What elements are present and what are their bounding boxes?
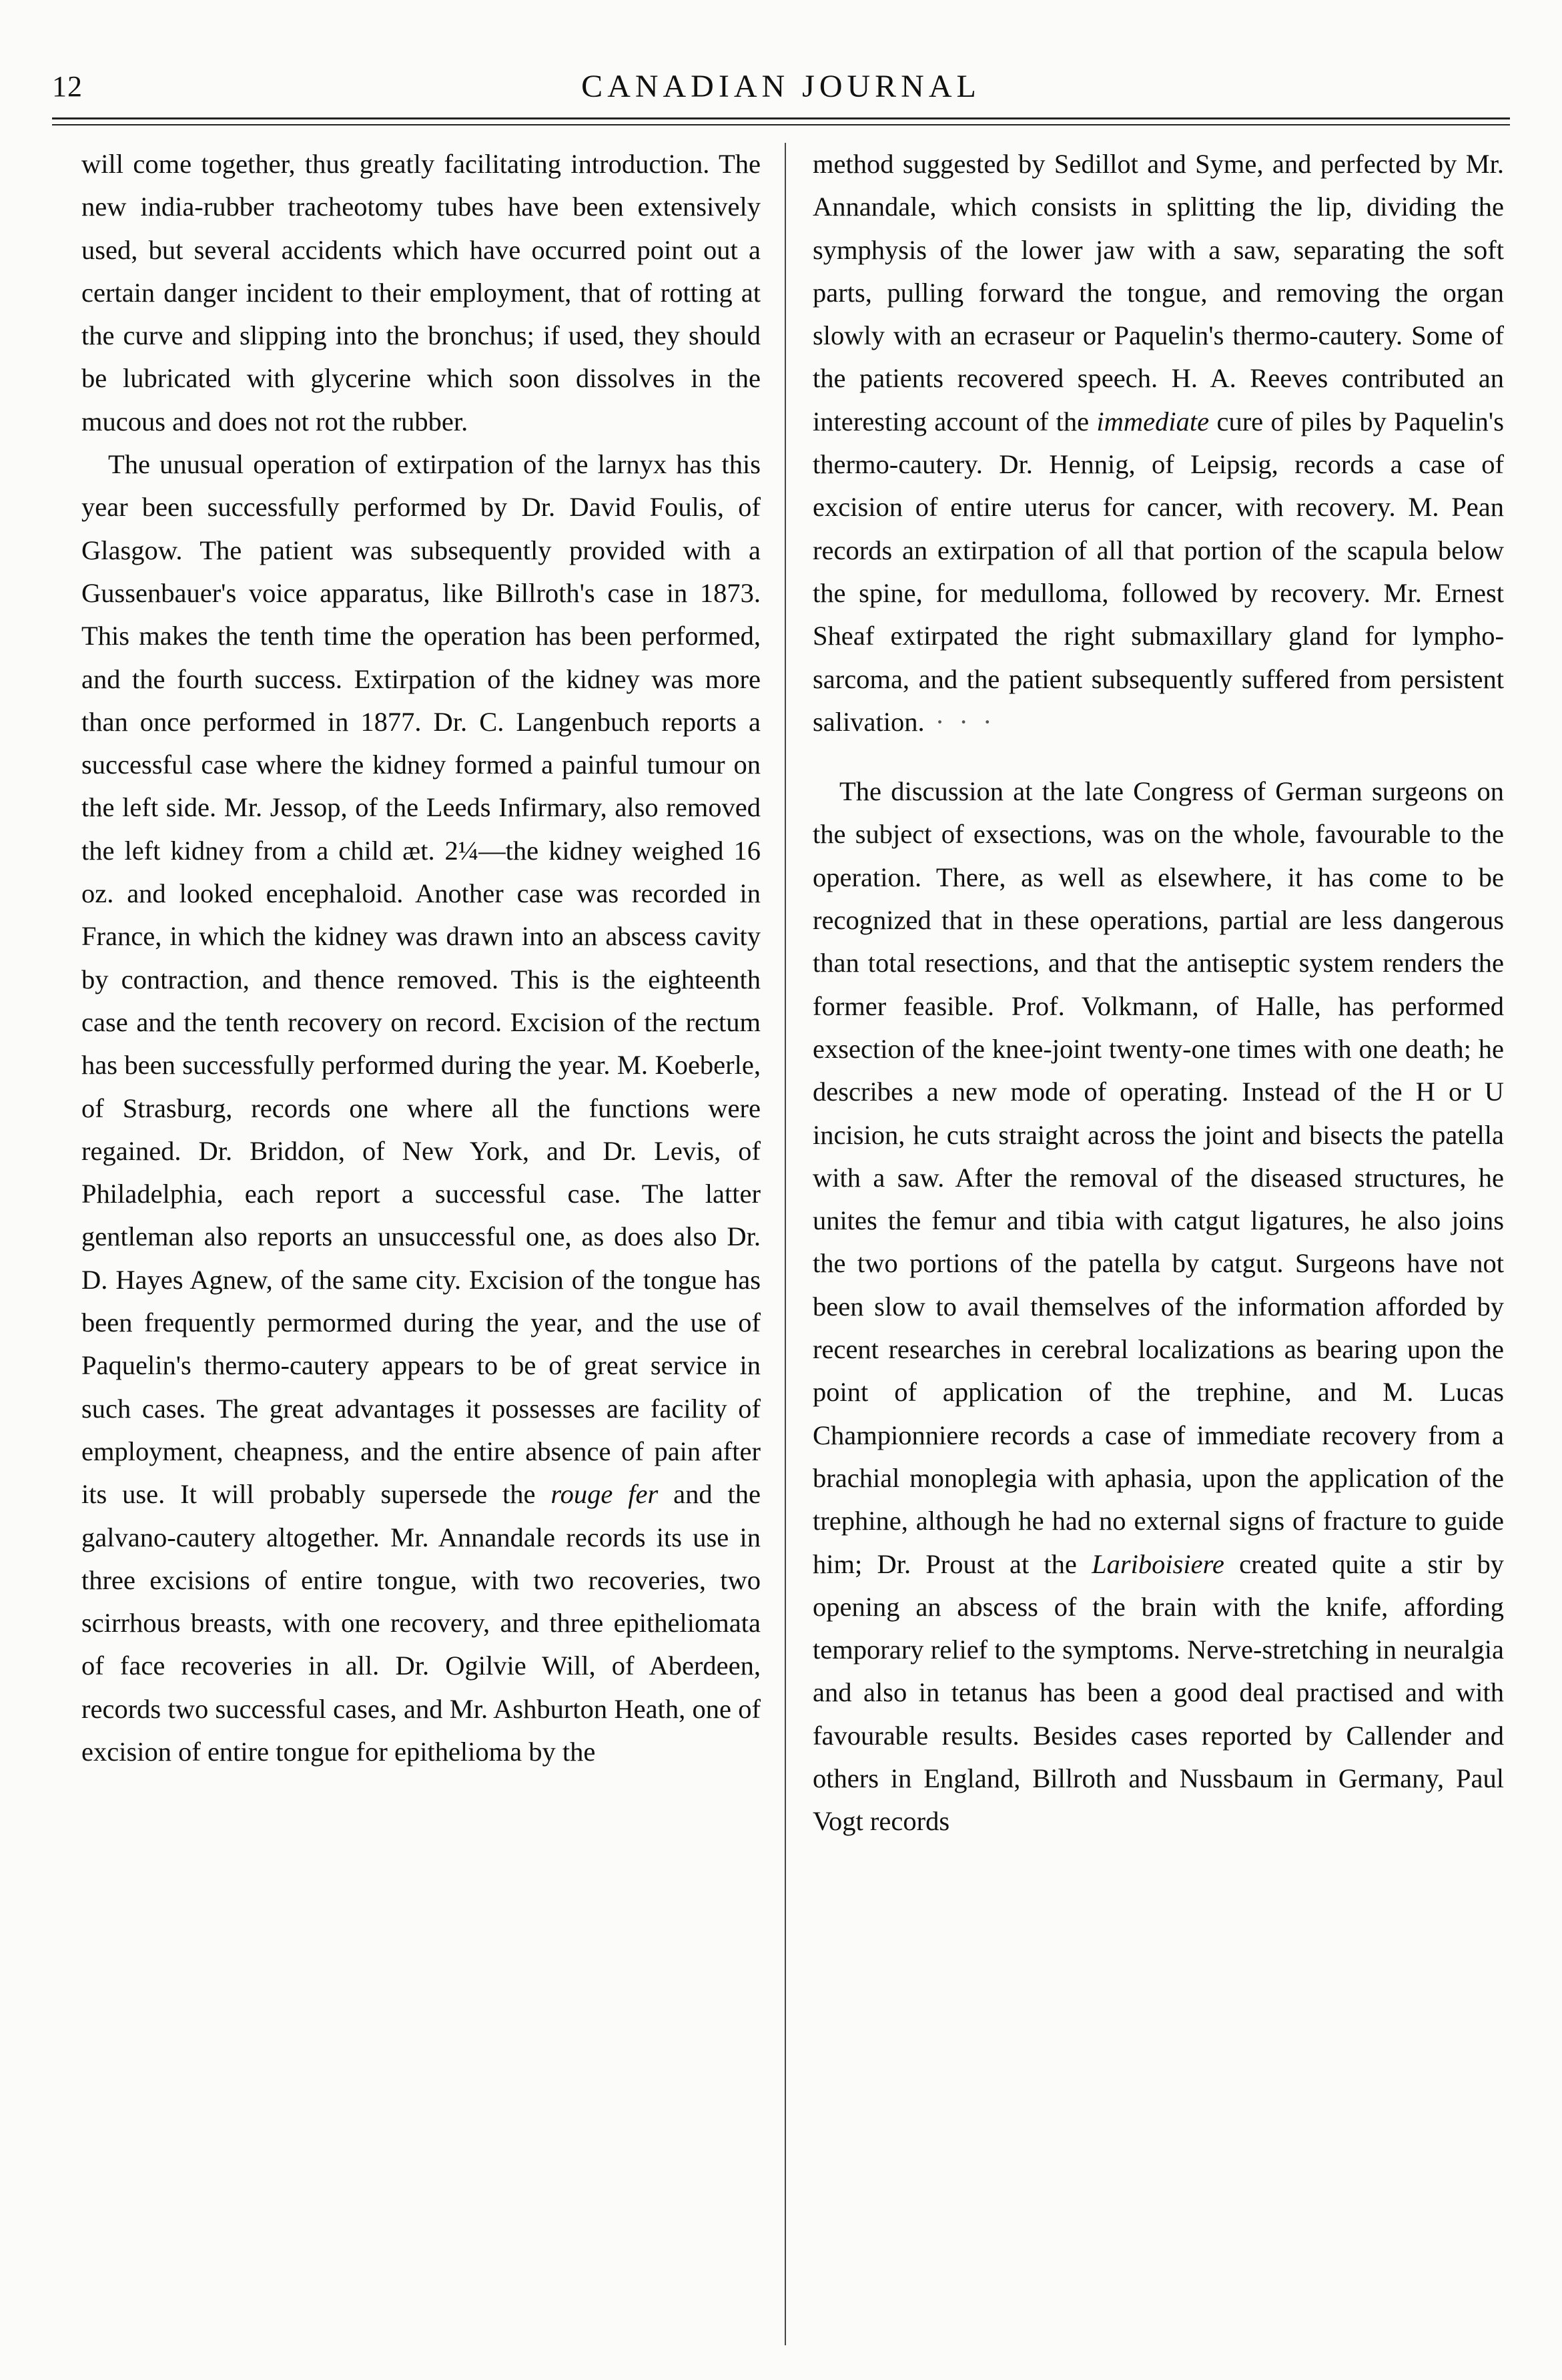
right-column [813,143,1504,1843]
page-number: 12 [52,70,83,103]
text-run: The discussion at the late Congress of German surgeons on the subject of exsections, was on the whole, favourable to the operation. There, as well as elsewhere, it has come to be recognized that in these operations, partial are less dangerous than total resections, and that the antiseptic system renders the former feasible. Prof. Volkmann, of Halle, has performed exsection of the knee-joint twenty-one times with one death; he describes a new mode of operating. Instead of the H or U incision, he cuts straight across the joint and bisects the patella with a saw. After the removal of the diseased structures, he unites the femur and tibia with catgut ligatures, he also joins the two portions of the patella by catgut. Surgeons have not been slow to avail themselves of the information afforded by recent researches in cerebral localizations as bearing upon the point of application of the trephine, and M. Lucas Championniere records a case of immediate recovery from a brachial monoplegia with aphasia, upon the application of the trephine, although he had no external signs of fracture to guide him; Dr. Proust at the [813,776,1504,1579]
text-run: created quite a stir by opening an abscess of the brain with the knife, affording temporary relief to the symptoms. Nerve-stretching in neuralgia and also in tetanus has been a good deal practised and with favourable results. Besides cases reported by Callender and others in England, Billroth and Nussbaum in Germany, Paul Vogt records [813,1548,1504,1837]
italic-term: immediate [1096,406,1210,436]
running-header [52,60,1510,113]
text-run: and the galvano-cautery altogether. Mr. Annandale records its use in three excisions of entire tongue, with two recoveries, two scirrhous breasts, with one recovery, and three epitheliomata of face recoveries in all. Dr. Ogilvie Will, of Aberdeen, records two successful cases, and Mr. Ashburton Heath, one of excision of entire tongue for epithelioma by the [81,1479,761,1767]
header-rule-top [52,117,1510,119]
paragraph [81,443,761,1773]
italic-term: rouge fer [550,1479,659,1510]
text-run: will come together, thus greatly facilitating introduction. The new india-rubber tracheotomy tubes have been extensively used, but several accidents which have occurred point out a certain danger incident to their employment, that of rotting at the curve and slipping into the bronchus; if used, they should be lubricated with glycerine which soon dissolves in the mucous and does not rot the rubber. [81,149,761,436]
section-break-dots: · · · [924,706,996,737]
column-divider [785,143,786,2345]
text-run: method suggested by Sedillot and Syme, and perfected by Mr. Annandale, which consists in splitting the lip, dividing the symphysis of the lower jaw with a saw, separating the soft parts, pulling forward the tongue, and removing the organ slowly with an ecraseur or Paquelin's thermo-cautery. Some of the patients recovered speech. H. A. Reeves contributed an interesting account of the [813,149,1504,436]
text-run: cure of piles by Paquelin's thermo-cautery. Dr. Hennig, of Leipsig, records a case of excision of entire uterus for cancer, with recovery. M. Pean records an extirpation of all that portion of the scapula below the spine, for medulloma, followed by recovery. Mr. Ernest Sheaf extirpated the right submaxillary gland for lympho-sarcoma, and the patient subsequently suffered from persistent salivation. [813,406,1504,737]
paragraph [813,143,1504,743]
journal-title: CANADIAN JOURNAL [581,69,981,104]
paragraph [813,770,1504,1843]
text-run: The unusual operation of extirpation of the larnyx has this year been successfully performed by Dr. David Foulis, of Glasgow. The patient was subsequently provided with a Gussenbauer's voice apparatus, like Billroth's case in 1873. This makes the tenth time the operation has been performed, and the fourth success. Extirpation of the kidney was more than once performed in 1877. Dr. C. Langenbuch reports a successful case where the kidney formed a painful tumour on the left side. Mr. Jessop, of the Leeds Infirmary, also removed the left kidney from a child æt. 2¼—the kidney weighed 16 oz. and looked encephaloid. Another case was recorded in France, in which the kidney was drawn into an abscess cavity by contraction, and thence removed. This is the eighteenth case and the tenth recovery on record. Excision of the rectum has been successfully performed during the year. M. Koeberle, of Strasburg, records one where all the functions were regained. Dr. Briddon, of New York, and Dr. Levis, of Philadelphia, each report a successful case. The latter gentleman also reports an unsuccessful one, as does also Dr. D. Hayes Agnew, of the same city. Excision of the tongue has been frequently permormed during the year, and the use of Paquelin's thermo-cautery appears to be of great service in such cases. The great advantages it possesses are facility of employment, cheapness, and the entire absence of pain after its use. It will probably supersede the [81,449,761,1510]
header-rule-bottom [52,124,1510,125]
italic-term: Lariboisiere [1092,1548,1224,1579]
left-column [81,143,761,1773]
paragraph [81,143,761,443]
